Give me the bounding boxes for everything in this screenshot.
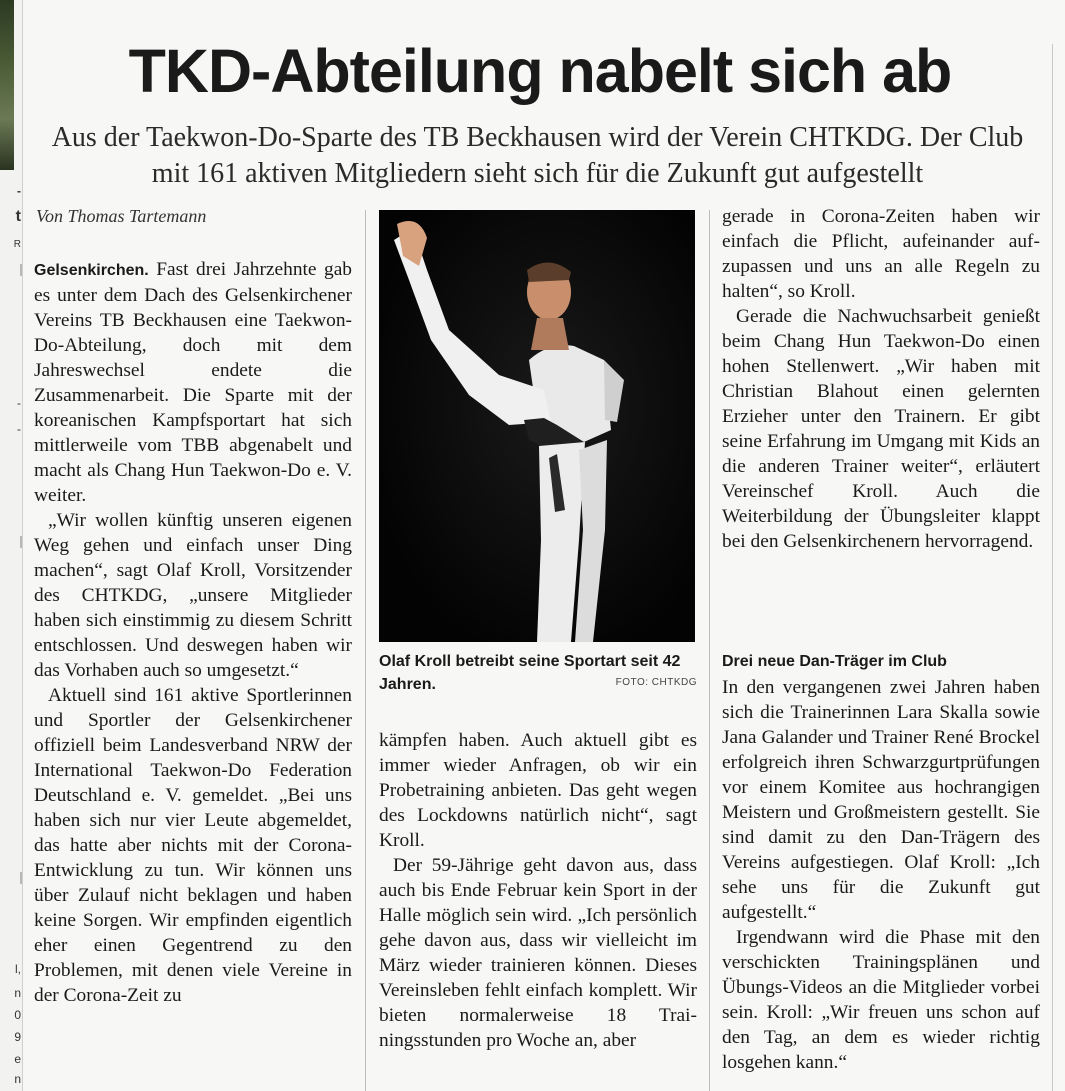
- edge-fragment: n: [14, 986, 21, 1000]
- article-paragraph: Aktuell sind 161 aktive Sportlerinnen und Sportler der Gelsenkirchener offiziell beim Landesverband NRW der International Taekwon-Do Federation Deutschland e. V. gemeldet. „Bei uns haben sich nur vier Leute abgemeldet, das hatte aber nichts mit der Corona-Entwicklung zu tun. Wir können uns über Zulauf nicht beklagen und haben keine Sorgen. Wir empfinden eigentlich eher einen Gegentrend zu den Problemen, mit denen viele Vereine in der Corona-Zeit zu: [34, 685, 352, 1006]
- edge-fragment: e: [14, 1052, 21, 1066]
- edge-fragment: n: [14, 1072, 21, 1086]
- article-headline: TKD-Abteilung nabelt sich ab: [128, 37, 952, 105]
- article-subhead: Aus der Taekwon-Do-Sparte des TB Beckhausen wird der Verein CHTKDG. Der Club mit 161 aktiven Mitgliedern sieht sich für die Zukunft gut aufgestellt: [51, 122, 1024, 189]
- dateline: Gelsenkirchen.: [34, 262, 149, 279]
- edge-fragment: R: [13, 239, 21, 250]
- edge-fragment: l,: [15, 962, 21, 976]
- edge-rule: [20, 536, 22, 548]
- article-column-3-bottom: [722, 651, 1040, 1075]
- adjacent-photo-strip: [0, 0, 14, 170]
- edge-fragment: 9: [14, 1030, 21, 1044]
- edge-rule: [20, 264, 22, 276]
- article-paragraph: Irgendwann wird die Phase mit den verschickten Trainingsplänen und Übungs-Videos an die Mitglieder vorbei sein. Kroll: „Wir freuen uns schon auf den Tag, an dem es wieder richtig losgehen kann.“: [722, 927, 1040, 1073]
- article-paragraph: In den vergangenen zwei Jahren haben sich die Trainerinnen Lara Skalla sowie Jana Galander und Trainer René Brockel erfolgreich ihren Schwarzgurtprüfungen vor einem Komitee aus hochrangigen Meistern und Großmeistern gestellt. Sie sind damit zu den Dan-Trägern des Vereins aufgestiegen. Olaf Kroll: „Ich sehe uns für die Zukunft gut aufgestellt.“: [722, 677, 1040, 923]
- column-rule: [365, 210, 366, 1091]
- edge-fragment: -: [17, 184, 21, 198]
- article-paragraph: kämpfen haben. Auch aktuell gibt es immer wieder Anfragen, ob wir ein Probetraining anbieten. Das geht wegen des Lockdowns natürlich nicht“, sagt Kroll.: [379, 730, 697, 851]
- article-paragraph: Der 59-Jährige geht davon aus, dass auch bis Ende Februar kein Sport in der Halle möglich sein wird. „Ich persönlich gehe davon aus, dass wir vielleicht im März wieder trainieren können. Dieses Vereinsleben fehlt einfach komplett. Wir bieten normalerweise 18 Trainingsstunden pro Woche an, aber: [379, 855, 697, 1051]
- article-column-3-top: [722, 204, 1040, 554]
- page-rule: [1052, 44, 1053, 1091]
- photo-credit: FOTO: CHTKDG: [615, 677, 697, 688]
- article-photo: [379, 210, 695, 642]
- article-column-2: [379, 728, 697, 1053]
- edge-fragment: -: [17, 396, 21, 410]
- edge-fragment: 0: [14, 1008, 21, 1022]
- adjacent-article-edge: [0, 0, 23, 1091]
- section-subheading: Drei neue Dan-Träger im Club: [722, 653, 947, 670]
- article-paragraph: „Wir wollen künftig unseren eigenen Weg gehen und einfach unser Ding machen“, sagt Olaf Kroll, Vorsitzender des CHTKDG, „unsere Mitglieder haben sich einstimmig zu diesem Schritt entschlossen. Und deswegen haben wir das Vorhaben auch so umgesetzt.“: [34, 510, 352, 681]
- caption-text: Olaf Kroll betreibt seine Sportart seit 42 Jahren.: [379, 653, 681, 693]
- article-paragraph: Gerade die Nachwuchsarbeit genießt beim Chang Hun Taekwon-Do einen hohen Stellenwert. „Wir haben mit Christian Blahout einen gelernten Erzieher unter den Trainern. Er gibt seine Erfahrung im Umgang mit Kids an die anderen Trainer weiter“, erläutert Vereinschef Kroll. Auch die Weiterbildung der Übungsleiter klappt bei den Gelsenkirchenern hervorragend.: [722, 306, 1040, 552]
- paragraph-text: Fast drei Jahrzehnte gab es unter dem Dach des Gelsenkirchener Vereins TB Beckhausen eine Taekwon-Do-Abteilung, doch mit dem Jahreswechsel endete die Zusammenarbeit. Die Sparte mit der koreanischen Kampfsportart hat sich mittlerweile vom TBB abgenabelt und macht als Chang Hun Taekwon-Do e. V. weiter.: [34, 259, 352, 506]
- article-byline: Von Thomas Tartemann: [36, 206, 207, 226]
- edge-rule: [20, 872, 22, 884]
- article-paragraph: gerade in Corona-Zeiten haben wir einfach die Pflicht, aufeinander aufzupassen und uns an alle Regeln zu halten“, so Kroll.: [722, 206, 1040, 302]
- article-paragraph: [34, 257, 352, 508]
- column-rule: [709, 210, 710, 1091]
- photo-caption: [379, 650, 697, 696]
- edge-fragment: t: [15, 208, 21, 225]
- edge-fragment: -: [17, 422, 21, 436]
- article-column-1: [34, 257, 352, 1008]
- taekwondo-kick-photo: [379, 210, 695, 642]
